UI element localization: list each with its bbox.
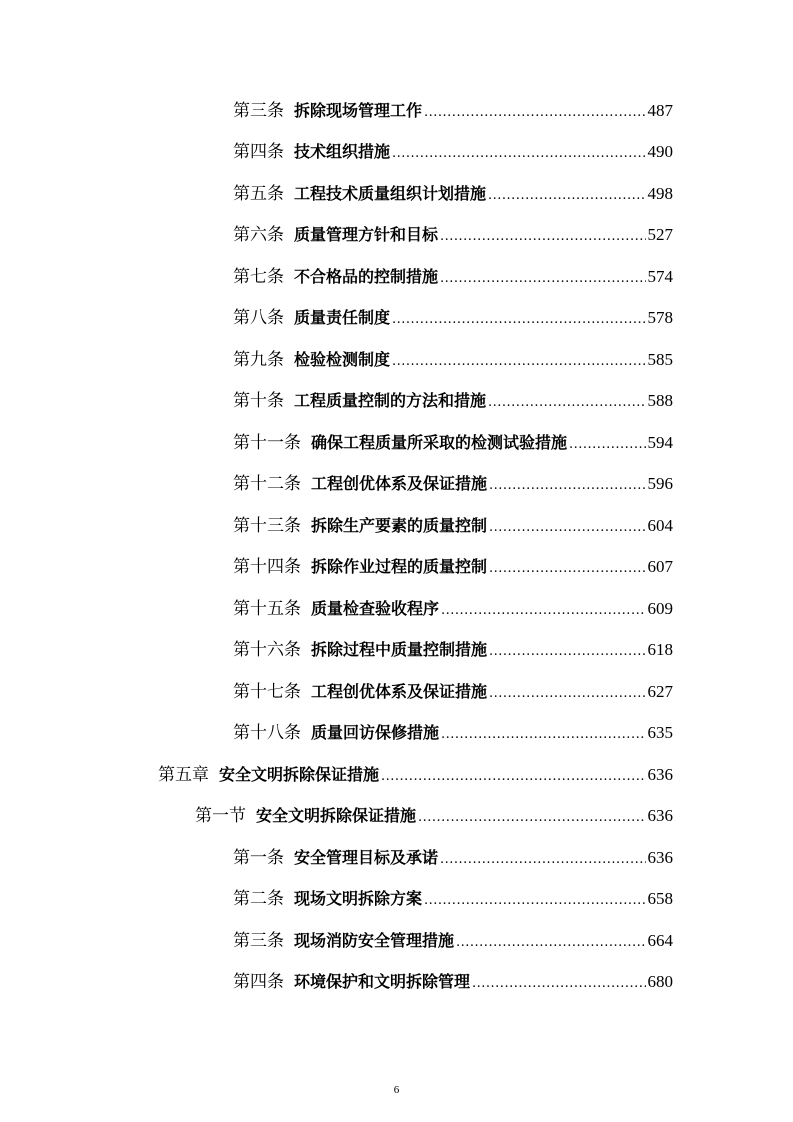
toc-dot-leader	[381, 764, 645, 786]
toc-dot-leader	[392, 307, 645, 329]
toc-entry-number: 第三条	[233, 931, 284, 951]
toc-entry[interactable]	[233, 424, 673, 454]
toc-dot-leader	[489, 556, 645, 578]
toc-dot-leader	[456, 930, 645, 952]
toc-entry-number: 第六条	[233, 225, 284, 245]
toc-dot-leader	[489, 473, 645, 495]
toc-entry-chapter[interactable]	[158, 756, 673, 786]
toc-entry-page: 680	[647, 972, 673, 991]
toc-dot-leader	[489, 681, 645, 703]
toc-entry-title: 现场消防安全管理措施	[294, 931, 455, 950]
toc-dot-leader	[441, 598, 645, 620]
toc-dot-leader	[569, 432, 645, 454]
toc-dot-leader	[392, 349, 645, 371]
toc-entry-number: 第十条	[233, 391, 284, 411]
toc-entry-section[interactable]	[195, 797, 673, 827]
toc-entry-number: 第五条	[233, 184, 284, 204]
toc-entry[interactable]	[233, 590, 673, 620]
toc-dot-leader	[424, 888, 645, 910]
toc-entry-page: 636	[647, 765, 673, 784]
toc-entry[interactable]	[233, 299, 673, 329]
toc-entry-page: 636	[647, 848, 673, 867]
toc-entry-number: 第十八条	[233, 723, 301, 743]
toc-dot-leader	[488, 183, 645, 205]
toc-dot-leader	[489, 639, 645, 661]
toc-entry-number: 第十三条	[233, 516, 301, 536]
toc-entry-page: 574	[647, 267, 673, 286]
toc-entry-title: 技术组织措施	[294, 142, 391, 161]
toc-entry-page: 588	[647, 391, 673, 410]
toc-entry[interactable]	[233, 507, 673, 537]
toc-entry[interactable]	[233, 714, 673, 744]
toc-entry-number: 第三条	[233, 101, 284, 121]
toc-entry-number: 第十二条	[233, 474, 301, 494]
toc-dot-leader	[489, 515, 645, 537]
toc-dot-leader	[418, 805, 645, 827]
toc-entry-page: 490	[647, 142, 673, 161]
toc-entry-number: 第十四条	[233, 557, 301, 577]
toc-entry-page: 658	[647, 889, 673, 908]
toc-entry-page: 609	[647, 599, 673, 618]
toc-entry-title: 安全管理目标及承诺	[294, 848, 439, 867]
toc-entry-title: 工程技术质量组织计划措施	[294, 184, 487, 203]
toc-entry-page: 585	[647, 350, 673, 369]
toc-dot-leader	[440, 266, 645, 288]
toc-entry-page: 596	[647, 474, 673, 493]
toc-dot-leader	[472, 971, 645, 993]
toc-entry-page: 618	[647, 640, 673, 659]
toc-entry-page: 607	[647, 557, 673, 576]
toc-entry[interactable]	[233, 673, 673, 703]
toc-entry[interactable]	[233, 258, 673, 288]
toc-entry[interactable]	[233, 880, 673, 910]
toc-entry-number: 第四条	[233, 972, 284, 992]
toc-entry-page: 487	[647, 101, 673, 120]
toc-entry-title: 质量回访保修措施	[311, 723, 440, 742]
toc-entry[interactable]	[233, 963, 673, 993]
toc-entry-page: 527	[647, 225, 673, 244]
toc-entry-number: 第一节	[195, 806, 246, 826]
toc-entry-title: 确保工程质量所采取的检测试验措施	[311, 433, 568, 452]
toc-entry-title: 拆除作业过程的质量控制	[311, 557, 488, 576]
toc-entry-number: 第四条	[233, 142, 284, 162]
page-number: 6	[393, 1084, 400, 1096]
toc-entry-title: 不合格品的控制措施	[294, 267, 439, 286]
toc-entry-number: 第二条	[233, 889, 284, 909]
toc-entry[interactable]	[233, 631, 673, 661]
toc-entry-page: 636	[647, 806, 673, 825]
toc-entry-number: 第十一条	[233, 433, 301, 453]
toc-entry[interactable]	[233, 133, 673, 163]
toc-entry-title: 质量管理方针和目标	[294, 225, 439, 244]
toc-dot-leader	[440, 224, 645, 246]
toc-entry-title: 工程创优体系及保证措施	[311, 682, 488, 701]
toc-entry[interactable]	[233, 922, 673, 952]
toc-entry-title: 现场文明拆除方案	[294, 889, 423, 908]
toc-entry[interactable]	[233, 548, 673, 578]
toc-entry[interactable]	[233, 216, 673, 246]
toc-entry[interactable]	[233, 92, 673, 122]
toc-entry[interactable]	[233, 839, 673, 869]
toc-entry-number: 第九条	[233, 350, 284, 370]
toc-entry-page: 578	[647, 308, 673, 327]
toc-dot-leader	[392, 141, 645, 163]
toc-entry-title: 环境保护和文明拆除管理	[294, 972, 471, 991]
toc-entry-title: 拆除生产要素的质量控制	[311, 516, 488, 535]
toc-entry[interactable]	[233, 382, 673, 412]
toc-entry-page: 594	[647, 433, 673, 452]
toc-entry-number: 第十七条	[233, 682, 301, 702]
toc-entry-title: 拆除现场管理工作	[294, 101, 423, 120]
toc-entry[interactable]	[233, 465, 673, 495]
toc-entry-title: 工程质量控制的方法和措施	[294, 391, 487, 410]
toc-entry[interactable]	[233, 341, 673, 371]
toc-entry-page: 604	[647, 516, 673, 535]
toc-entry-number: 第一条	[233, 848, 284, 868]
toc-entry-title: 检验检测制度	[294, 350, 391, 369]
toc-entry-number: 第十六条	[233, 640, 301, 660]
toc-entry-title: 工程创优体系及保证措施	[311, 474, 488, 493]
toc-entry-page: 627	[647, 682, 673, 701]
toc-entry-title: 质量责任制度	[294, 308, 391, 327]
toc-entry-number: 第七条	[233, 267, 284, 287]
toc-entry-page: 498	[647, 184, 673, 203]
toc-entry-title: 拆除过程中质量控制措施	[311, 640, 488, 659]
toc-dot-leader	[488, 390, 645, 412]
toc-dot-leader	[440, 847, 645, 869]
toc-entry-number: 第五章	[158, 765, 209, 785]
toc-entry-number: 第八条	[233, 308, 284, 328]
toc-entry-title: 质量检查验收程序	[311, 599, 440, 618]
toc-entry-title: 安全文明拆除保证措施	[219, 765, 380, 784]
toc-entry[interactable]	[233, 175, 673, 205]
toc-entry-page: 664	[647, 931, 673, 950]
toc-entry-title: 安全文明拆除保证措施	[256, 806, 417, 825]
toc-dot-leader	[424, 100, 645, 122]
toc-entry-number: 第十五条	[233, 599, 301, 619]
toc-dot-leader	[441, 722, 645, 744]
toc-entry-page: 635	[647, 723, 673, 742]
